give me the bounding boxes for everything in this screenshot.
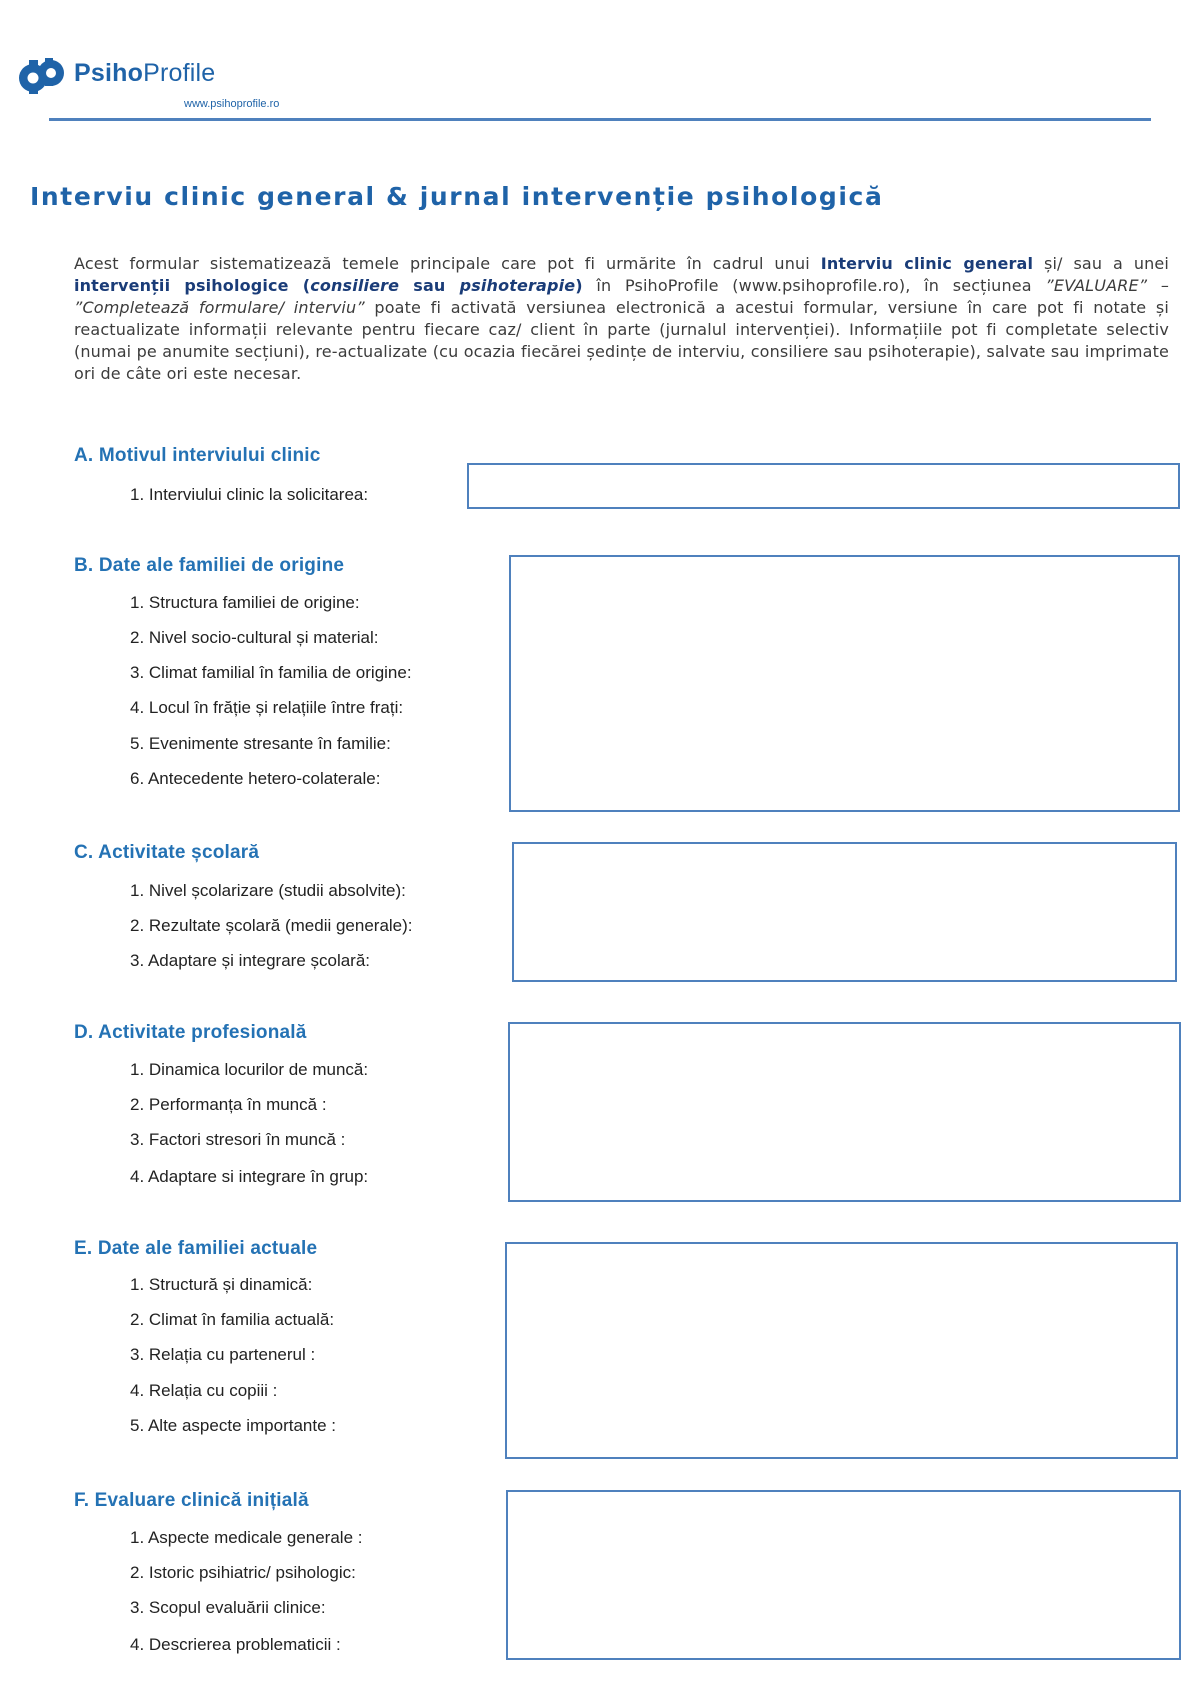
field-label: 5. Alte aspecte importante : — [130, 1416, 337, 1435]
psihoprofile-logo-icon — [16, 56, 68, 96]
field-label: 5. Evenimente stresante în familie: — [130, 734, 391, 753]
initial-clinical-evaluation-field[interactable] — [506, 1490, 1181, 1660]
brand-logo — [16, 56, 336, 108]
field-label: 4. Relația cu copiii : — [130, 1381, 278, 1400]
field-label: 1. Nivel școlarizare (studii absolvite): — [130, 881, 406, 900]
field-label: 3. Adaptare și integrare școlară: — [130, 951, 371, 970]
field-label: 3. Climat familial în familia de origine: — [130, 663, 412, 682]
field-label: 4. Locul în frăție și relațiile între frați: — [130, 698, 404, 717]
document-title: Interviu clinic general & jurnal intervenție psihologică — [30, 182, 884, 211]
school-activity-field[interactable] — [512, 842, 1177, 982]
field-label: 1. Structura familiei de origine: — [130, 593, 360, 612]
header-divider — [49, 118, 1151, 121]
logo-wordmark: PsihoProfile — [74, 59, 216, 87]
field-label: 3. Scopul evaluării clinice: — [130, 1598, 326, 1617]
section-title: E. Date ale familiei actuale — [74, 1238, 318, 1259]
section-title: C. Activitate școlară — [74, 842, 260, 863]
current-family-field[interactable] — [505, 1242, 1178, 1459]
field-label: 1. Aspecte medicale generale : — [130, 1528, 363, 1547]
field-label: 3. Factori stresori în muncă : — [130, 1130, 346, 1149]
field-label: 1. Interviului clinic la solicitarea: — [130, 485, 369, 504]
section-title: F. Evaluare clinică inițială — [74, 1490, 309, 1511]
field-label: 3. Relația cu partenerul : — [130, 1345, 316, 1364]
field-label: 2. Nivel socio-cultural și material: — [130, 628, 379, 647]
field-label: 4. Descrierea problematicii : — [130, 1635, 341, 1654]
field-label: 2. Rezultate școlară (medii generale): — [130, 916, 413, 935]
field-label: 1. Structură și dinamică: — [130, 1275, 313, 1294]
section-title: B. Date ale familiei de origine — [74, 555, 345, 576]
field-label: 2. Climat în familia actuală: — [130, 1310, 335, 1329]
family-of-origin-field[interactable] — [509, 555, 1180, 812]
professional-activity-field[interactable] — [508, 1022, 1181, 1202]
field-label: 2. Istoric psihiatric/ psihologic: — [130, 1563, 356, 1582]
intro-paragraph: Acest formular sistematizează temele principale care pot fi urmărite în cadrul unui Interviu clinic general și/ sau a unei intervenții psihologice (consiliere sau psihoterapie) în PsihoProfile (www.psihoprofile.ro), în secțiunea ”EVALUARE” – ”Completează formulare/ interviu” poate fi activată versiunea electronică a acestui formular, versiune în care pot fi notate și reactualizate informații relevante pentru fiecare caz/ client în parte (jurnalul intervenției). Informațiile pot fi completate selectiv (numai pe anumite secțiuni), re-actualizate (cu ocazia fiecărei ședințe de interviu, consiliere sau psihoterapie), salvate sau imprimate ori de câte ori este necesar. — [74, 254, 1169, 383]
interview-request-field[interactable] — [467, 463, 1180, 509]
logo-url: www.psihoprofile.ro — [184, 98, 280, 110]
section-title: A. Motivul interviului clinic — [74, 445, 321, 466]
field-label: 2. Performanța în muncă : — [130, 1095, 327, 1114]
field-label: 6. Antecedente hetero-colaterale: — [130, 769, 381, 788]
field-label: 4. Adaptare si integrare în grup: — [130, 1167, 369, 1186]
field-label: 1. Dinamica locurilor de muncă: — [130, 1060, 369, 1079]
section-title: D. Activitate profesională — [74, 1022, 307, 1043]
